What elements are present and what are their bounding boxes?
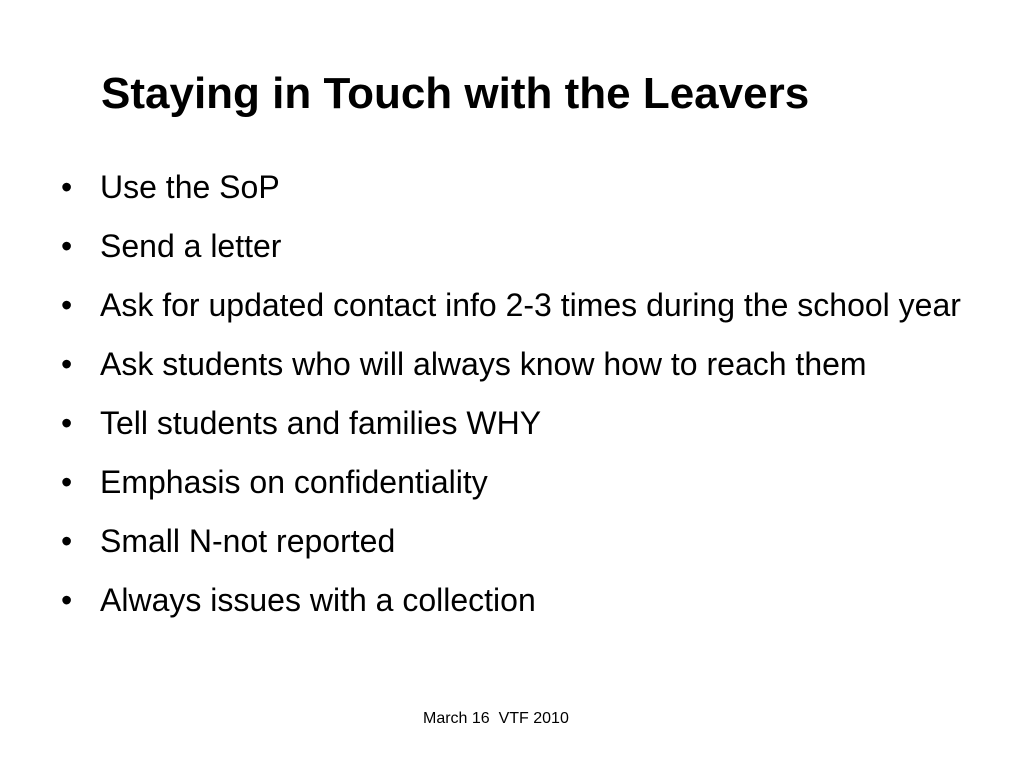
bullet-icon: • (61, 346, 73, 382)
bullet-item (58, 579, 978, 622)
bullet-item (58, 166, 978, 209)
bullet-item (58, 284, 978, 327)
bullet-icon: • (61, 228, 73, 264)
bullet-item (58, 520, 978, 563)
bullet-item (58, 402, 978, 445)
bullet-text: Use the SoP (100, 169, 280, 205)
bullet-item (58, 461, 978, 504)
bullet-text: Ask for updated contact info 2-3 times during the school year (100, 287, 961, 323)
bullet-list (58, 166, 978, 638)
bullet-item (58, 343, 978, 386)
bullet-text: Tell students and families WHY (100, 405, 542, 441)
bullet-icon: • (61, 582, 73, 618)
bullet-text: Emphasis on confidentiality (100, 464, 488, 500)
bullet-icon: • (61, 464, 73, 500)
bullet-icon: • (61, 287, 73, 323)
bullet-icon: • (61, 405, 73, 441)
bullet-icon: • (61, 169, 73, 205)
bullet-text: Small N-not reported (100, 523, 396, 559)
bullet-text: Ask students who will always know how to reach them (100, 346, 867, 382)
slide-title: Staying in Touch with the Leavers (101, 69, 810, 118)
bullet-text: Always issues with a collection (100, 582, 536, 618)
bullet-icon: • (61, 523, 73, 559)
slide-footer: March 16 VTF 2010 (423, 710, 569, 727)
bullet-text: Send a letter (100, 228, 282, 264)
bullet-item (58, 225, 978, 268)
